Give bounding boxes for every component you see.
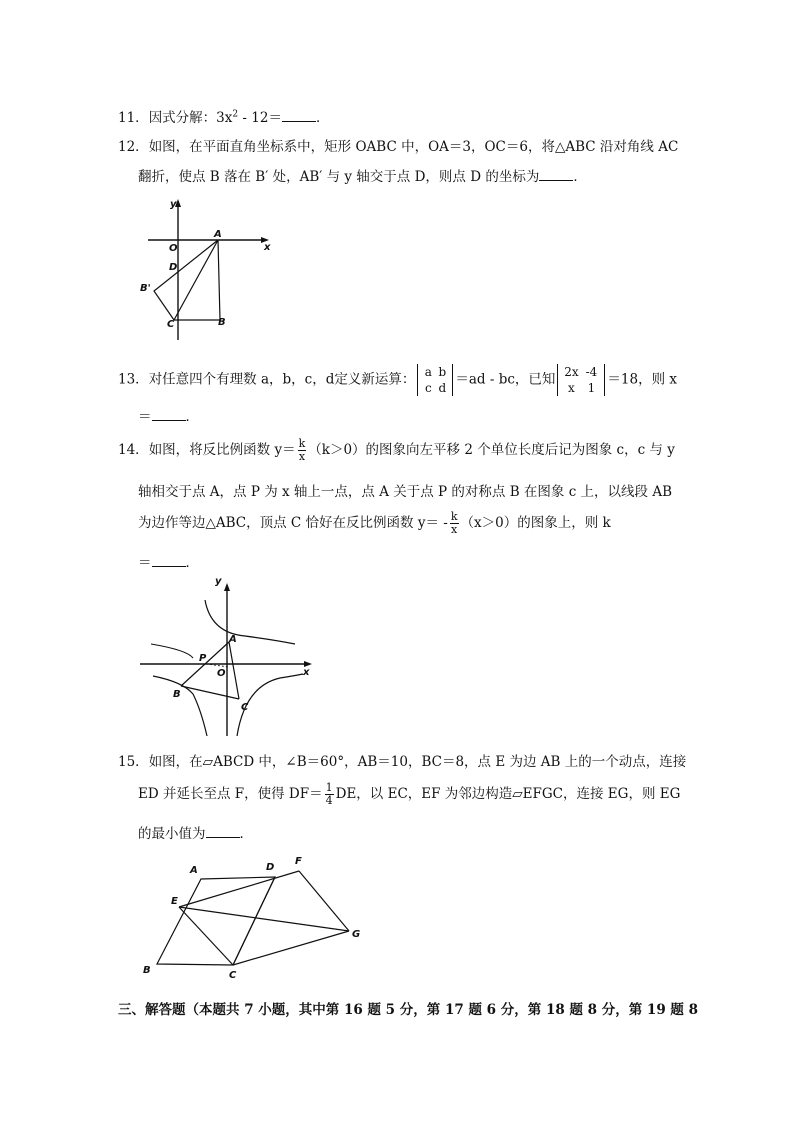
q15-figure	[135, 850, 375, 985]
point-B-prime: B'	[140, 283, 151, 294]
determinant-given: 2x -4 x 1	[557, 364, 605, 396]
answer-blank	[152, 554, 186, 567]
y-axis-label: y	[215, 578, 222, 587]
point-C: C	[167, 319, 175, 330]
question-number: 11．	[118, 110, 149, 126]
point-D: D	[266, 862, 275, 873]
question-12-line-2: 翻折，使点 B 落在 B′ 处，AB′ 与 y 轴交于点 D，则点 D 的坐标为 ．	[138, 169, 587, 185]
question-13-line-2: ＝ ．	[138, 409, 199, 425]
point-C: C	[229, 970, 237, 981]
answer-blank	[282, 109, 316, 122]
question-15-line-1: 15．如图，在▱ABCD 中，∠B＝60°，AB＝10，BC＝8，点 E 为边 AB 上的一个动点，连接	[118, 754, 687, 770]
question-11: 11．因式分解：$3x^2 - 12=$ ．	[118, 109, 330, 126]
fraction-k-over-x: $\frac{k}{x}$	[450, 510, 458, 536]
point-G: G	[352, 929, 361, 940]
point-O: O	[169, 243, 178, 254]
point-C: C	[241, 702, 249, 713]
question-number: 12．	[118, 139, 149, 155]
question-number: 15．	[118, 754, 149, 770]
question-14-line-1: 14．如图，将反比例函数 y＝ $\frac{k}{x}$ （k＞0）的图象向左平移 2 个单位长度后记为图象 c，c 与 y	[118, 437, 675, 463]
question-12-line-1: 12．如图，在平面直角坐标系中，矩形 OABC 中，OA＝3，OC＝6，将△ABC 沿对角线 AC	[118, 139, 679, 155]
q12-figure	[130, 195, 280, 345]
question-14-line-4: ＝ ．	[138, 555, 199, 571]
question-number: 13．	[118, 371, 149, 388]
fraction-k-over-x: $\frac{k}{x}$	[298, 437, 306, 463]
point-B: B	[143, 965, 151, 976]
point-A: A	[190, 865, 198, 876]
point-B: B	[173, 689, 181, 700]
question-13-line-1: 13．对任意四个有理数 a，b，c，d定义新运算： a b c d＝ad - bc，已知 2x -4 x 1＝18，则 x	[118, 365, 678, 395]
x-axis-label: x	[303, 667, 310, 678]
point-O: O	[217, 668, 226, 679]
point-A: A	[214, 229, 222, 240]
section-3-heading: 三、解答题（本题共 7 小题，其中第 16 题 5 分，第 17 题 6 分，第 18 题 8 分，第 19 题 8	[118, 1002, 699, 1018]
question-15-line-3: 的最小值为 ．	[138, 826, 253, 842]
point-D: D	[169, 262, 178, 273]
question-14-line-2: 轴相交于点 A，点 P 为 x 轴上一点，点 A 关于点 P 的对称点 B 在图象 c 上，以线段 AB	[138, 484, 673, 500]
point-P: P	[199, 653, 207, 664]
determinant-definition: a b c d	[417, 364, 453, 396]
point-B: B	[218, 317, 226, 328]
q14-figure	[135, 578, 325, 738]
answer-blank	[539, 168, 573, 181]
question-number: 14．	[118, 442, 149, 458]
question-15-line-2: ED 并延长至点 F，使得 DF＝ $\frac{1}{4}$ DE，以 EC，EF 为邻边构造▱EFGC，连接 EG，则 EG	[138, 781, 681, 807]
point-F: F	[295, 856, 302, 867]
point-A: A	[229, 634, 237, 645]
y-axis-label: y	[170, 199, 177, 210]
x-axis-label: x	[264, 242, 271, 253]
fraction-one-quarter: $\frac{1}{4}$	[325, 781, 333, 807]
question-14-line-3: 为边作等边△ABC，顶点 C 恰好在反比例函数 y＝ - $\frac{k}{x}$ （x＞0）的图象上，则 k	[138, 510, 611, 536]
answer-blank	[206, 825, 240, 838]
point-E: E	[171, 896, 178, 907]
answer-blank	[152, 408, 186, 421]
